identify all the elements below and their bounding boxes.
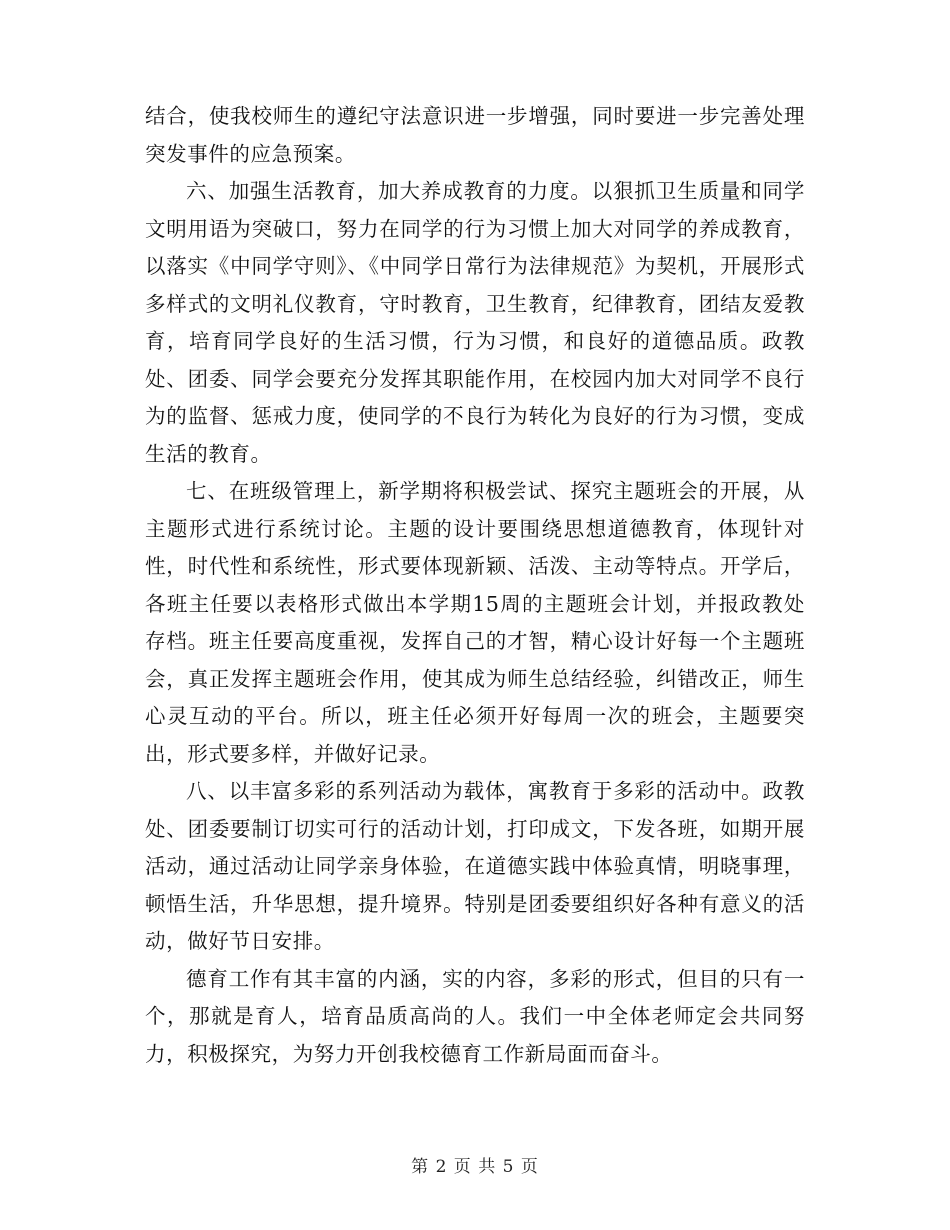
document-body xyxy=(145,98,805,1073)
paragraph-section-6: 六、加强生活教育，加大养成教育的力度。以狠抓卫生质量和同学文明用语为突破口，努力在同学的行为习惯上加大对同学的养成教育，以落实《中同学守则》、《中同学日常行为法律规范》为契机，开展形式多样式的文明礼仪教育，守时教育，卫生教育，纪律教育，团结友爱教育，培育同学良好的生活习惯，行为习惯，和良好的道德品质。政教处、团委、同学会要充分发挥其职能作用，在校园内加大对同学不良行为的监督、惩戒力度，使同学的不良行为转化为良好的行为习惯，变成生活的教育。 xyxy=(145,179,805,466)
paragraph-continuation: 结合，使我校师生的遵纪守法意识进一步增强，同时要进一步完善处理突发事件的应急预案。 xyxy=(145,104,805,166)
paragraph-section-7: 七、在班级管理上，新学期将积极尝试、探究主题班会的开展，从主题形式进行系统讨论。主题的设计要围绕思想道德教育，体现针对性，时代性和系统性，形式要体现新颖、活泼、主动等特点。开学后，各班主任要以表格形式做出本学期15周的主题班会计划，并报政教处存档。班主任要高度重视，发挥自己的才智，精心设计好每一个主题班会，真正发挥主题班会作用，使其成为师生总结经验，纠错改正，师生心灵互动的平台。所以，班主任必须开好每周一次的班会，主题要突出，形式要多样，并做好记录。 xyxy=(145,479,805,766)
paragraph-section-8: 八、以丰富多彩的系列活动为载体，寓教育于多彩的活动中。政教处、团委要制订切实可行的活动计划，打印成文，下发各班，如期开展活动，通过活动让同学亲身体验，在道德实践中体验真情，明晓事理，顿悟生活，升华思想，提升境界。特别是团委要组织好各种有意义的活动，做好节日安排。 xyxy=(145,779,805,953)
paragraph-conclusion: 德育工作有其丰富的内涵，实的内容，多彩的形式，但目的只有一个，那就是育人，培育品质高尚的人。我们一中全体老师定会共同努力，积极探究，为努力开创我校德育工作新局面而奋斗。 xyxy=(145,966,805,1066)
page-number: 第 2 页 共 5 页 xyxy=(411,1157,539,1177)
